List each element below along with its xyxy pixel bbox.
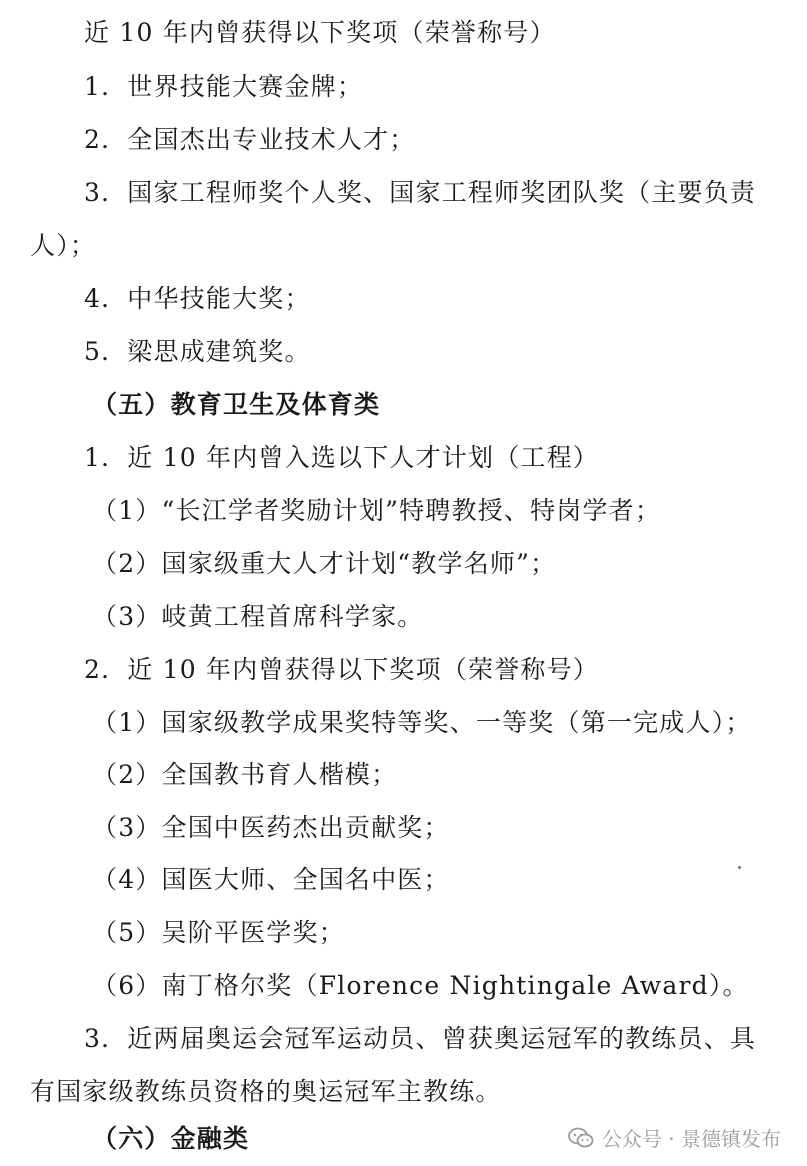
text-line-continuation: 有国家级教练员资格的奥运冠军主教练。 [30, 1077, 502, 1106]
text-line: 近 10 年内曾获得以下奖项（荣誉称号） [84, 18, 556, 47]
list-item: 1．近 10 年内曾入选以下人才计划（工程） [84, 443, 600, 472]
list-item: 2．全国杰出专业技术人才； [84, 125, 416, 154]
sub-list-item: （6）南丁格尔奖（Florence Nightingale Award）。 [92, 971, 749, 1000]
list-item: 2．近 10 年内曾获得以下奖项（荣誉称号） [84, 655, 600, 684]
sub-list-item: （3）岐黄工程首席科学家。 [92, 602, 424, 631]
watermark [568, 1123, 781, 1152]
watermark-text: 公众号 · 景德镇发布 [601, 1127, 781, 1151]
sub-list-item: （4）国医大师、全国名中医； [92, 865, 450, 894]
sub-list-item: （5）吴阶平医学奖； [92, 918, 345, 947]
list-item: 4．中华技能大奖； [84, 284, 311, 313]
wechat-icon [568, 1127, 594, 1149]
sub-list-item: （2）国家级重大人才计划“教学名师”； [92, 549, 557, 578]
sub-list-item: （1）国家级教学成果奖特等奖、一等奖（第一完成人）； [92, 708, 752, 737]
sub-list-item: （3）全国中医药杰出贡献奖； [92, 813, 450, 842]
sub-list-item: （2）全国教书育人楷模； [92, 760, 398, 789]
list-item: 3．国家工程师奖个人奖、国家工程师奖团队奖（主要负责 [84, 178, 757, 207]
section-heading: （六）金融类 [92, 1124, 250, 1153]
list-item: 5．梁思成建筑奖。 [84, 337, 311, 366]
list-item: 3．近两届奥运会冠军运动员、曾获奥运冠军的教练员、具 [84, 1024, 757, 1053]
text-line-continuation: 人）； [30, 231, 97, 260]
scan-speck [738, 866, 741, 869]
list-item: 1．世界技能大赛金牌； [84, 72, 364, 101]
sub-list-item: （1）“长江学者奖励计划”特聘教授、特岗学者； [92, 496, 662, 525]
section-heading: （五）教育卫生及体育类 [92, 390, 381, 419]
